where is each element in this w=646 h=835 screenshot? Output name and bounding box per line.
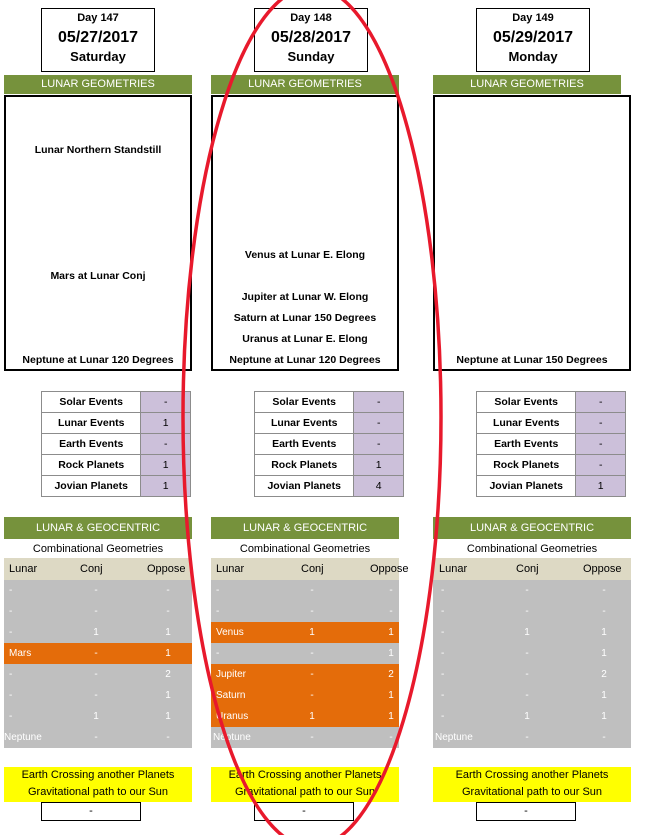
event-row (477, 434, 626, 455)
row-conj: - (525, 585, 529, 596)
row-conj: - (525, 606, 529, 617)
day-date: 05/27/2017 (57, 29, 139, 46)
col-lunar: Lunar (439, 563, 468, 575)
events-table (254, 391, 404, 497)
row-name: - (9, 585, 13, 596)
event-label: Jovian Planets (477, 476, 576, 497)
row-oppose: - (389, 732, 393, 743)
row-conj: - (94, 606, 98, 617)
table-row (211, 706, 399, 727)
combinational-subheader: Combinational Geometries (466, 543, 598, 555)
row-oppose: - (166, 732, 170, 743)
row-conj: - (310, 648, 314, 659)
row-oppose: 2 (388, 669, 394, 680)
lunar-geometries-header: LUNAR GEOMETRIES (433, 75, 621, 94)
row-name: Mars (9, 648, 32, 659)
geometry-item: Mars at Lunar Conj (50, 270, 146, 282)
crossing-value: - (41, 802, 141, 821)
day-number: Day 148 (290, 12, 332, 24)
lunar-geometries-box (433, 95, 631, 371)
row-conj: 1 (524, 627, 530, 638)
row-name: - (9, 669, 13, 680)
geometry-item: Lunar Northern Standstill (34, 144, 162, 156)
row-name: Neptune (4, 732, 42, 743)
event-row (255, 455, 404, 476)
col-lunar: Lunar (9, 563, 38, 575)
event-value: 1 (141, 476, 191, 497)
row-conj: 1 (93, 711, 99, 722)
event-value: - (576, 392, 626, 413)
day-date: 05/28/2017 (270, 29, 352, 46)
row-conj: - (310, 606, 314, 617)
event-label: Earth Events (477, 434, 576, 455)
row-name: - (441, 711, 445, 722)
day-header (41, 8, 155, 72)
row-oppose: - (389, 585, 393, 596)
row-conj: 1 (309, 627, 315, 638)
event-value: - (576, 413, 626, 434)
combinational-subheader: Combinational Geometries (239, 543, 371, 555)
table-row (433, 685, 631, 706)
row-oppose: 1 (165, 648, 171, 659)
events-table (41, 391, 191, 497)
row-oppose: 1 (165, 711, 171, 722)
table-row (433, 580, 631, 601)
table-row (4, 622, 192, 643)
row-oppose: - (602, 585, 606, 596)
table-row (4, 727, 192, 748)
event-label: Rock Planets (255, 455, 354, 476)
row-oppose: - (389, 606, 393, 617)
event-value: - (141, 392, 191, 413)
day-column-148 (211, 0, 409, 835)
event-row (477, 413, 626, 434)
row-conj: - (525, 690, 529, 701)
row-name: - (441, 690, 445, 701)
event-label: Rock Planets (42, 455, 141, 476)
event-row (255, 434, 404, 455)
day-number: Day 149 (512, 12, 554, 24)
event-value: 4 (354, 476, 404, 497)
event-row (42, 476, 191, 497)
row-oppose: - (166, 585, 170, 596)
col-conj: Conj (80, 563, 103, 575)
row-name: - (441, 627, 445, 638)
row-conj: - (310, 669, 314, 680)
row-oppose: 2 (165, 669, 171, 680)
row-name: Uranus (216, 711, 249, 722)
table-row (4, 643, 192, 664)
row-conj: - (525, 648, 529, 659)
lunar-geometries-header: LUNAR GEOMETRIES (211, 75, 399, 94)
col-lunar: Lunar (216, 563, 245, 575)
row-name: - (216, 606, 220, 617)
geometry-item: Venus at Lunar E. Elong (244, 249, 366, 261)
event-row (255, 476, 404, 497)
table-row (433, 706, 631, 727)
day-date: 05/29/2017 (492, 29, 574, 46)
crossing-value: - (254, 802, 354, 821)
row-conj: - (94, 690, 98, 701)
row-oppose: 1 (165, 690, 171, 701)
event-value: 1 (576, 476, 626, 497)
event-row (477, 476, 626, 497)
row-name: - (216, 648, 220, 659)
event-label: Earth Events (42, 434, 141, 455)
row-conj: - (94, 732, 98, 743)
event-row (42, 434, 191, 455)
row-conj: 1 (309, 711, 315, 722)
column-headers (433, 558, 631, 580)
row-name: Neptune (435, 732, 473, 743)
row-oppose: - (602, 732, 606, 743)
table-row (433, 664, 631, 685)
event-label: Jovian Planets (42, 476, 141, 497)
row-oppose: 1 (601, 648, 607, 659)
crossing-line-1: Earth Crossing another Planets (21, 769, 175, 781)
row-conj: - (525, 669, 529, 680)
event-label: Lunar Events (42, 413, 141, 434)
event-row (42, 455, 191, 476)
event-label: Jovian Planets (255, 476, 354, 497)
row-name: Saturn (216, 690, 246, 701)
row-oppose: 1 (388, 627, 394, 638)
event-label: Solar Events (42, 392, 141, 413)
earth-crossing-banner (433, 767, 631, 802)
row-name: - (9, 606, 13, 617)
row-name: - (9, 627, 13, 638)
col-conj: Conj (301, 563, 324, 575)
row-oppose: 1 (165, 627, 171, 638)
lunar-geometries-box (4, 95, 192, 371)
column-headers (211, 558, 409, 580)
day-column-149 (433, 0, 621, 835)
lunar-geometries-box (211, 95, 399, 371)
event-value: - (141, 434, 191, 455)
event-value: - (576, 434, 626, 455)
row-conj: - (94, 648, 98, 659)
row-name: - (9, 711, 13, 722)
event-value: 1 (141, 455, 191, 476)
crossing-line-1: Earth Crossing another Planets (455, 769, 609, 781)
table-row (211, 643, 399, 664)
day-number: Day 147 (77, 12, 119, 24)
combination-grid (433, 580, 631, 748)
row-conj: - (310, 585, 314, 596)
table-row (4, 601, 192, 622)
event-row (477, 455, 626, 476)
row-name: - (216, 585, 220, 596)
table-row (433, 601, 631, 622)
crossing-line-2: Gravitational path to our Sun (461, 786, 603, 798)
lunar-geometries-header: LUNAR GEOMETRIES (4, 75, 192, 94)
crossing-value: - (476, 802, 576, 821)
row-name: - (9, 690, 13, 701)
lunar-geocentric-header: LUNAR & GEOCENTRIC (4, 517, 192, 539)
row-conj: - (310, 690, 314, 701)
row-name: - (441, 648, 445, 659)
row-oppose: 1 (601, 690, 607, 701)
event-value: 1 (354, 455, 404, 476)
row-conj: 1 (93, 627, 99, 638)
table-row (4, 685, 192, 706)
events-table (476, 391, 626, 497)
row-oppose: 2 (601, 669, 607, 680)
table-row (433, 643, 631, 664)
row-conj: - (94, 669, 98, 680)
table-row (433, 622, 631, 643)
event-value: 1 (141, 413, 191, 434)
row-conj: 1 (524, 711, 530, 722)
event-value: - (576, 455, 626, 476)
event-row (42, 392, 191, 413)
lunar-geocentric-header: LUNAR & GEOCENTRIC (433, 517, 631, 539)
day-column-147 (4, 0, 192, 835)
row-name: - (441, 585, 445, 596)
event-label: Solar Events (255, 392, 354, 413)
day-header (254, 8, 368, 72)
geometry-item: Neptune at Lunar 150 Degrees (456, 354, 608, 366)
event-label: Lunar Events (255, 413, 354, 434)
event-label: Lunar Events (477, 413, 576, 434)
table-row (4, 664, 192, 685)
col-conj: Conj (516, 563, 539, 575)
table-row (211, 580, 399, 601)
row-name: - (441, 606, 445, 617)
day-weekday: Monday (508, 49, 558, 64)
event-value: - (354, 413, 404, 434)
geometry-item: Neptune at Lunar 120 Degrees (22, 354, 174, 366)
event-label: Solar Events (477, 392, 576, 413)
event-value: - (354, 392, 404, 413)
geometry-item: Saturn at Lunar 150 Degrees (233, 312, 377, 324)
earth-crossing-banner (211, 767, 399, 802)
row-oppose: 1 (601, 627, 607, 638)
row-name: - (441, 669, 445, 680)
event-row (477, 392, 626, 413)
row-conj: - (525, 732, 529, 743)
col-oppose: Oppose (147, 563, 186, 575)
crossing-line-1: Earth Crossing another Planets (228, 769, 382, 781)
table-row (4, 706, 192, 727)
day-weekday: Sunday (287, 49, 335, 64)
earth-crossing-banner (4, 767, 192, 802)
day-header (476, 8, 590, 72)
table-row (4, 580, 192, 601)
row-oppose: 1 (388, 648, 394, 659)
row-oppose: 1 (601, 711, 607, 722)
col-oppose: Oppose (370, 563, 409, 575)
row-oppose: - (602, 606, 606, 617)
crossing-line-2: Gravitational path to our Sun (234, 786, 376, 798)
day-weekday: Saturday (70, 49, 126, 64)
table-row (211, 685, 399, 706)
table-row (211, 727, 399, 748)
row-oppose: 1 (388, 690, 394, 701)
geometry-item: Jupiter at Lunar W. Elong (241, 291, 369, 303)
table-row (433, 727, 631, 748)
combination-grid (4, 580, 192, 748)
col-oppose: Oppose (583, 563, 622, 575)
table-row (211, 622, 399, 643)
event-label: Earth Events (255, 434, 354, 455)
event-row (255, 392, 404, 413)
event-label: Rock Planets (477, 455, 576, 476)
row-name: Venus (216, 627, 244, 638)
table-row (211, 601, 399, 622)
row-name: Jupiter (216, 669, 247, 680)
row-conj: - (310, 732, 314, 743)
event-row (255, 413, 404, 434)
combination-grid (211, 580, 399, 748)
table-row (211, 664, 399, 685)
row-name: Neptune (213, 732, 251, 743)
geometry-item: Uranus at Lunar E. Elong (242, 333, 368, 345)
row-oppose: 1 (388, 711, 394, 722)
row-oppose: - (166, 606, 170, 617)
geometry-item: Neptune at Lunar 120 Degrees (229, 354, 381, 366)
crossing-line-2: Gravitational path to our Sun (27, 786, 169, 798)
row-conj: - (94, 585, 98, 596)
column-headers (4, 558, 192, 580)
event-value: - (354, 434, 404, 455)
combinational-subheader: Combinational Geometries (32, 543, 164, 555)
lunar-geocentric-header: LUNAR & GEOCENTRIC (211, 517, 399, 539)
event-row (42, 413, 191, 434)
